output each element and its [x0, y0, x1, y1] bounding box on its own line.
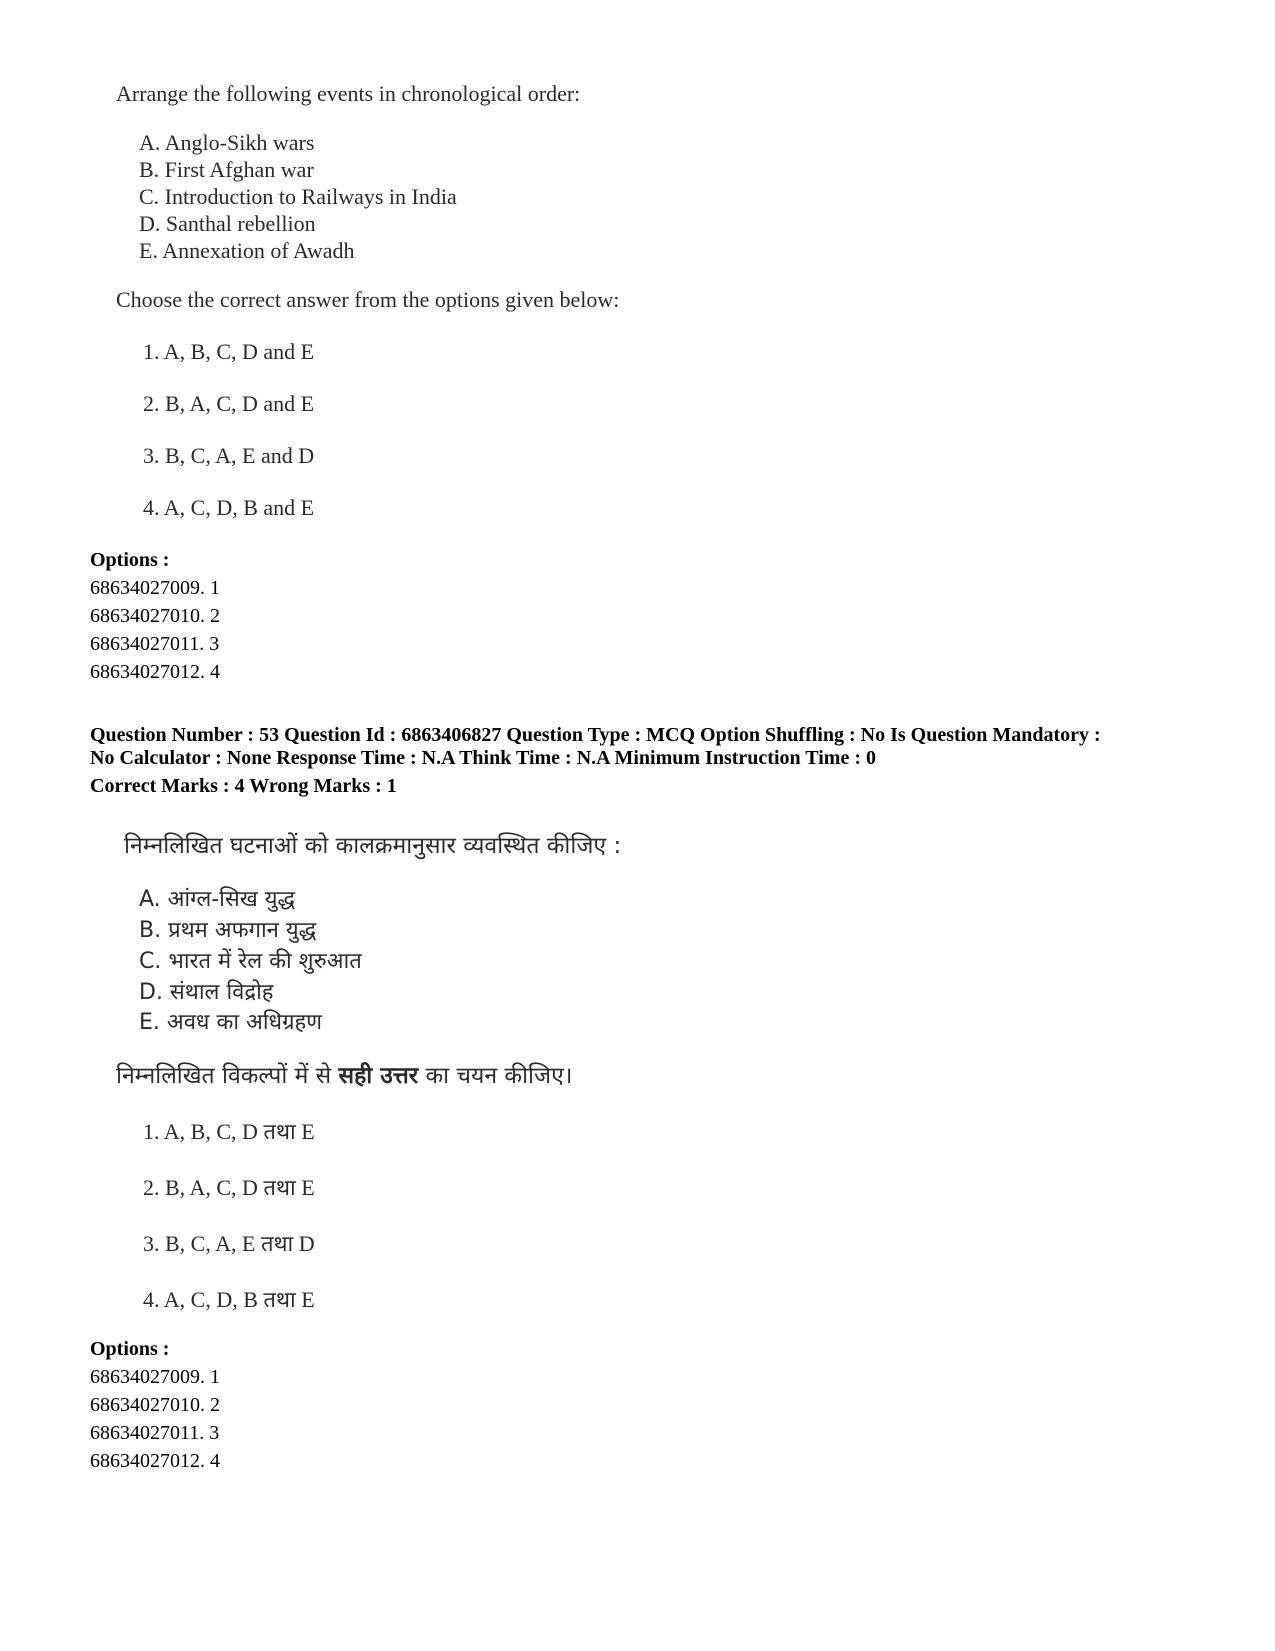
q52-option-1: 68634027009. 1: [90, 577, 220, 599]
q53-marks-line: Correct Marks : 4 Wrong Marks : 1: [90, 775, 397, 797]
q53-instruction-bold: सही उत्तर: [338, 1063, 419, 1089]
q53-options-heading: Options :: [90, 1338, 170, 1360]
q52-instruction: Choose the correct answer from the options given below:: [116, 287, 620, 312]
q53-choice-2: 2. B, A, C, D तथा E: [143, 1175, 315, 1200]
q53-option-1: 68634027009. 1: [90, 1366, 220, 1388]
q52-event-e: E. Annexation of Awadh: [139, 238, 355, 263]
q52-prompt: Arrange the following events in chronological order:: [116, 81, 581, 106]
q53-event-a: A. आंग्ल-सिख युद्ध: [139, 887, 296, 912]
q53-instruction-pre: निम्नलिखित विकल्पों में से: [116, 1063, 339, 1089]
q53-event-c: C. भारत में रेल की शुरुआत: [139, 949, 362, 974]
q52-event-c: C. Introduction to Railways in India: [139, 184, 457, 209]
q52-event-b: B. First Afghan war: [139, 157, 314, 182]
q53-event-d: D. संथाल विद्रोह: [139, 980, 274, 1005]
q53-meta-line-1: Question Number : 53 Question Id : 6863406827 Question Type : MCQ Option Shuffling : No Is Question Mandatory :: [90, 724, 1101, 746]
q53-event-b: B. प्रथम अफगान युद्ध: [139, 918, 317, 943]
q52-event-d: D. Santhal rebellion: [139, 211, 316, 236]
q52-options-heading: Options :: [90, 549, 170, 571]
q53-instruction: [116, 1058, 573, 1090]
q52-option-2: 68634027010. 2: [90, 605, 220, 627]
q52-choice-3: 3. B, C, A, E and D: [143, 443, 315, 468]
q53-choice-3: 3. B, C, A, E तथा D: [143, 1231, 315, 1256]
q52-option-4: 68634027012. 4: [90, 661, 220, 683]
q52-choice-2: 2. B, A, C, D and E: [143, 391, 315, 416]
q52-event-a: A. Anglo-Sikh wars: [139, 130, 315, 155]
q53-choice-1: 1. A, B, C, D तथा E: [143, 1119, 315, 1144]
q53-option-4: 68634027012. 4: [90, 1450, 220, 1472]
q53-prompt: निम्नलिखित घटनाओं को कालक्रमानुसार व्यवस्थित कीजिए :: [124, 833, 622, 859]
q53-option-3: 68634027011. 3: [90, 1422, 220, 1444]
q52-choice-4: 4. A, C, D, B and E: [143, 495, 315, 520]
q52-choice-1: 1. A, B, C, D and E: [143, 339, 315, 364]
q53-option-2: 68634027010. 2: [90, 1394, 220, 1416]
q52-option-3: 68634027011. 3: [90, 633, 220, 655]
q53-meta-line-2: No Calculator : None Response Time : N.A Think Time : N.A Minimum Instruction Time : 0: [90, 747, 876, 769]
q53-choice-4: 4. A, C, D, B तथा E: [143, 1287, 315, 1312]
q53-event-e: E. अवध का अधिग्रहण: [139, 1010, 323, 1035]
q53-instruction-post: का चयन कीजिए।: [418, 1063, 573, 1089]
